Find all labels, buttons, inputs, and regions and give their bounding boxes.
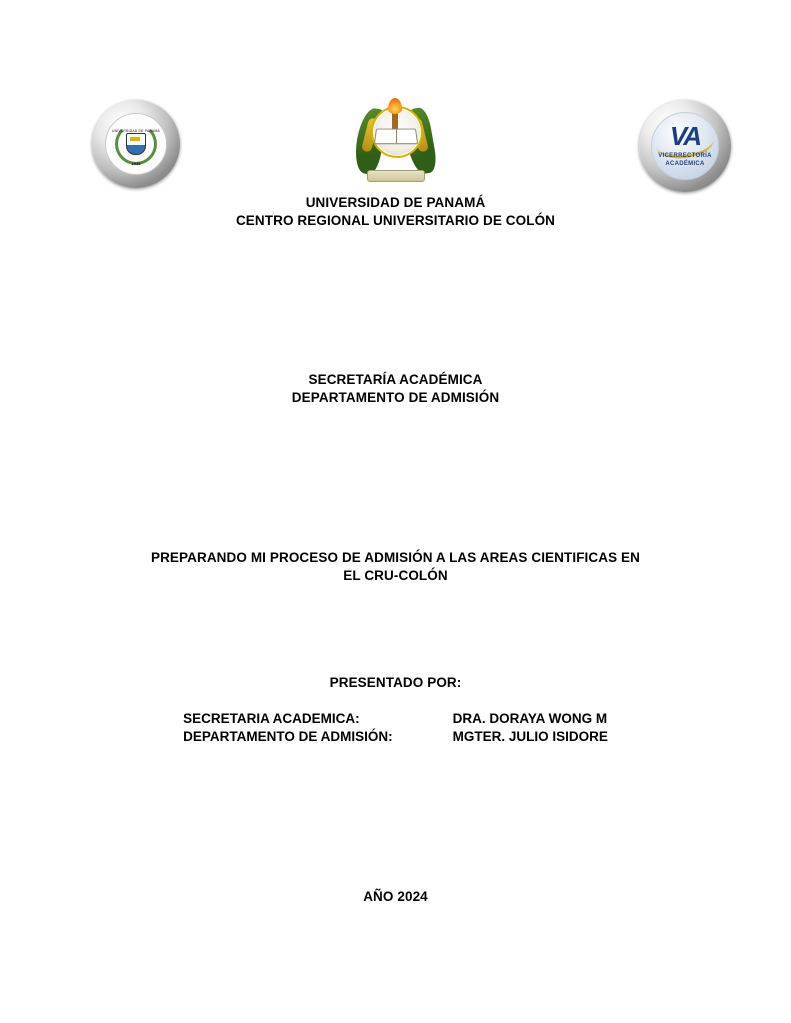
title-line-2: EL CRU-COLÓN [343, 568, 448, 584]
credit-name: DRA. DORAYA WONG M [452, 711, 608, 726]
department-line-1: SECRETARÍA ACADÉMICA [308, 372, 483, 387]
seal-subtitle-1: VICERRECTORÍA [658, 153, 712, 159]
document-year: AÑO 2024 [363, 889, 428, 904]
universidad-de-panama-seal-icon [92, 100, 180, 188]
flame-shape [388, 98, 402, 114]
institution-line-2: CENTRO REGIONAL UNIVERSITARIO DE COLÓN [235, 212, 556, 228]
credit-name: MGTER. JULIO ISIDORE [452, 728, 608, 744]
document-title [0, 549, 791, 585]
credits-section [0, 710, 791, 746]
credit-role: DEPARTAMENTO DE ADMISIÓN: [183, 728, 393, 744]
title-line-1: PREPARANDO MI PROCESO DE ADMISIÓN A LAS AREAS CIENTIFICAS EN [150, 550, 641, 565]
presented-by-label: PRESENTADO POR: [329, 675, 462, 690]
book-shape [374, 129, 418, 145]
seal-top-text: UNIVERSIDAD DE PANAMÁ [111, 129, 161, 133]
vicerrectoria-academica-seal-icon [639, 100, 731, 192]
table-row [183, 728, 608, 746]
credits-table [183, 710, 608, 746]
seal-inner [105, 113, 167, 175]
seal-inner [651, 112, 719, 180]
va-monogram: VA [669, 121, 701, 151]
university-crest-emblem-icon [355, 92, 435, 188]
department-line-2: DEPARTAMENTO DE ADMISIÓN [291, 389, 500, 405]
seal-subtitle-2: ACADÉMICA [665, 161, 705, 167]
ribbon-shape [367, 170, 425, 182]
shield-shape [126, 133, 146, 155]
logo-row [0, 92, 791, 202]
institution-line-1: UNIVERSIDAD DE PANAMÁ [305, 195, 486, 210]
table-row [183, 710, 608, 728]
department-heading [0, 371, 791, 407]
institution-heading [0, 194, 791, 230]
seal-bottom-text: 1935 [131, 161, 141, 166]
credit-role: SECRETARIA ACADEMICA: [183, 711, 360, 726]
